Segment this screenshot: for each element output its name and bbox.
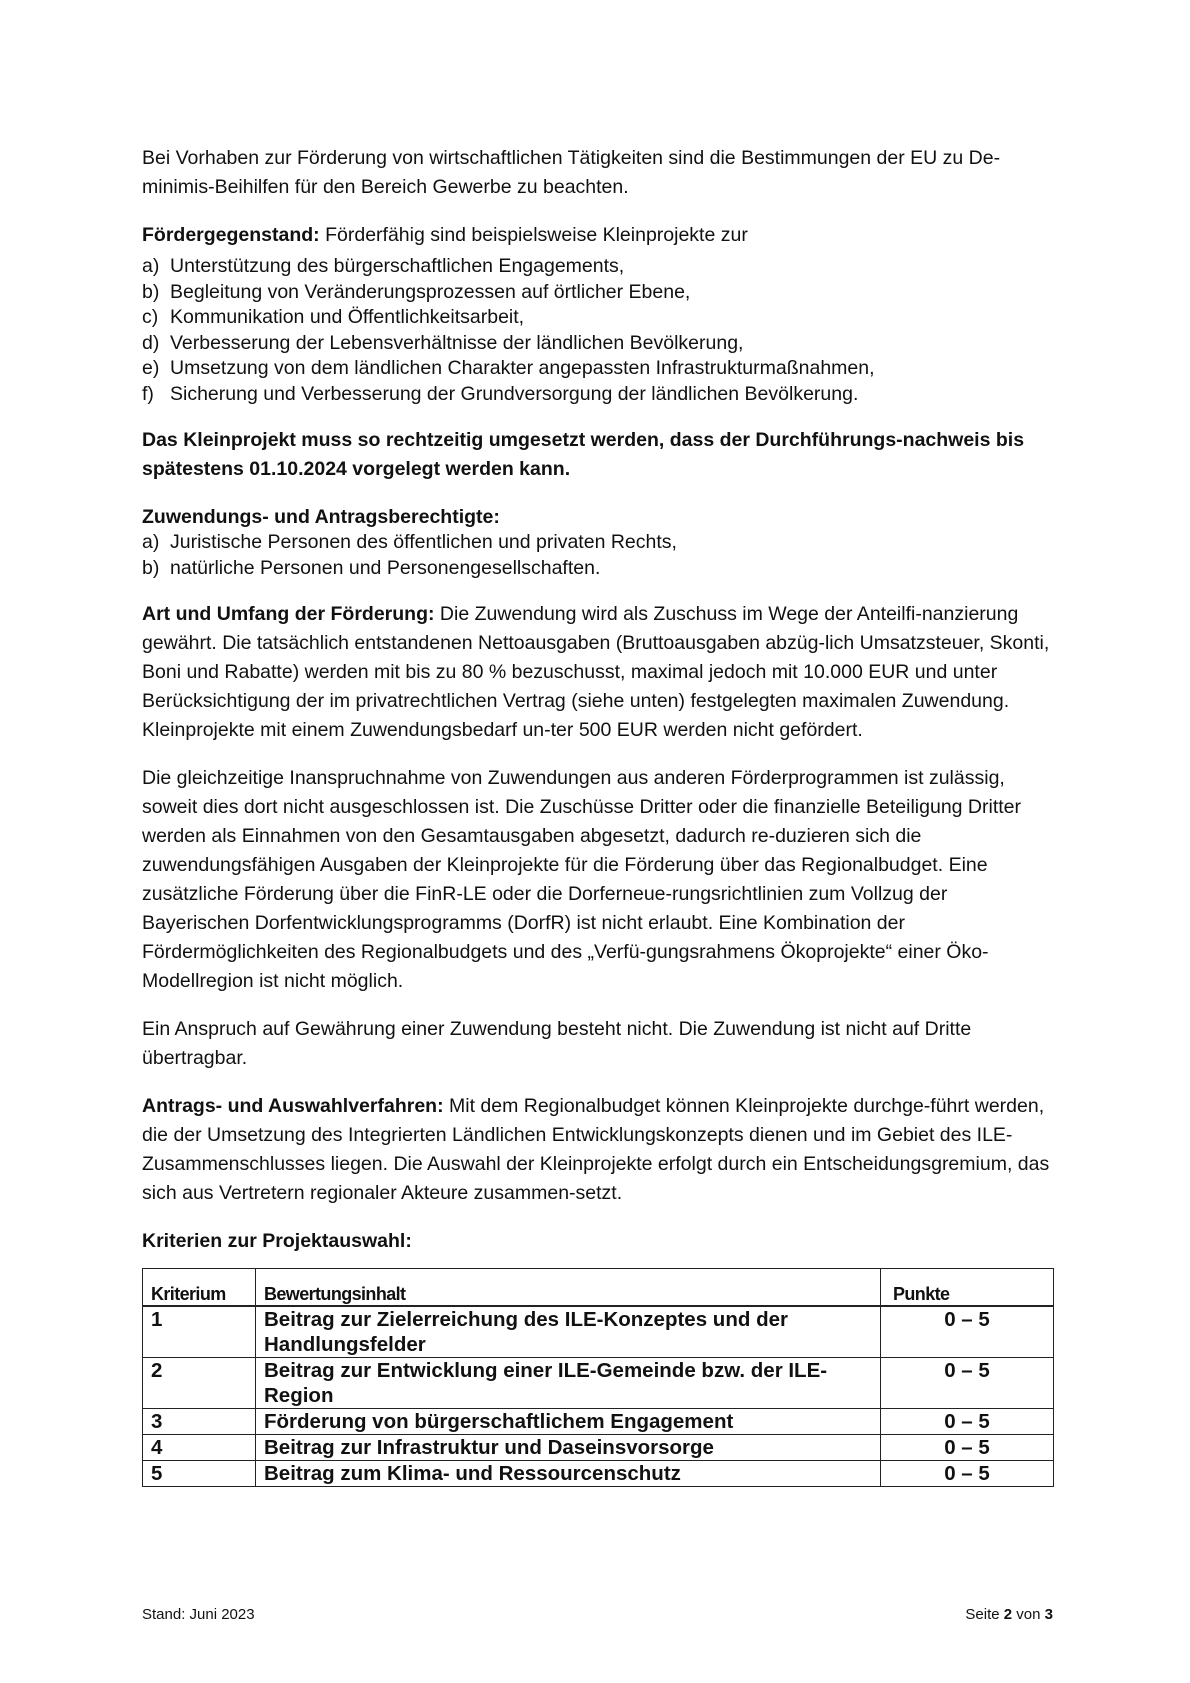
cell-inhalt: Beitrag zur Infrastruktur und Daseinsvorsorge: [256, 1435, 881, 1461]
list-item-text: Unterstützung des bürgerschaftlichen Engagements,: [170, 255, 625, 277]
table-row: [143, 1358, 1054, 1409]
cell-punkte: 0 – 5: [881, 1358, 1054, 1409]
berechtigte-list: [142, 530, 1052, 581]
foerdergegenstand-label: Fördergegenstand:: [142, 224, 320, 246]
gleichzeitig-paragraph: Die gleichzeitige Inanspruchnahme von Zuwendungen aus anderen Förderprogrammen ist zulässig, soweit dies dort nicht ausgeschlossen ist. Die Zuschüsse Dritter oder die finanzielle Beteiligung Dritter werden als Einnahmen von den Gesamtausgaben abgesetzt, dadurch re-duzieren sich die zuwendungsfähigen Ausgaben der Kleinprojekte für die Förderung über das Regionalbudget. Eine zusätzliche Förderung über die FinR-LE oder die Dorferneue-rungsrichtlinien zum Vollzug der Bayerischen Dorfentwicklungsprogramms (DorfR) ist nicht erlaubt. Eine Kombination der Fördermöglichkeiten des Regionalbudgets und des „Verfü-gungsrahmens Ökoprojekte“ einer Öko-Modellregion ist nicht möglich.: [142, 767, 1022, 992]
page-content: [142, 144, 1052, 1487]
list-item: [142, 382, 1052, 408]
art-umfang-label: Art und Umfang der Förderung:: [142, 603, 435, 625]
table-row: [143, 1306, 1054, 1358]
footer-seite-mid: von: [1012, 1606, 1045, 1623]
cell-nr: 5: [143, 1461, 256, 1487]
list-item-text: Juristische Personen des öffentlichen und privaten Rechts,: [170, 531, 677, 553]
foerdergegenstand-paragraph: [142, 221, 1052, 250]
list-item: [142, 305, 1052, 331]
cell-inhalt: Beitrag zur Entwicklung einer ILE-Gemeinde bzw. der ILE-Region: [256, 1358, 881, 1409]
cell-punkte: 0 – 5: [881, 1409, 1054, 1435]
list-item-text: Kommunikation und Öffentlichkeitsarbeit,: [170, 306, 525, 328]
cell-inhalt: Beitrag zum Klima- und Ressourcenschutz: [256, 1461, 881, 1487]
cell-nr: 4: [143, 1435, 256, 1461]
list-item-text: natürliche Personen und Personengesellschaften.: [170, 556, 601, 579]
list-marker: a): [142, 255, 160, 277]
footer-seite-total: 3: [1044, 1606, 1053, 1623]
intro-paragraph: Bei Vorhaben zur Förderung von wirtschaftlichen Tätigkeiten sind die Bestimmungen der EU zu De-minimis-Beihilfen für den Bereich Gewerbe zu beachten.: [142, 147, 1001, 198]
column-header-bewertungsinhalt: Bewertungsinhalt: [256, 1269, 881, 1307]
column-header-punkte: Punkte: [881, 1269, 1054, 1307]
table-row: [143, 1435, 1054, 1461]
deadline-notice: Das Kleinprojekt muss so rechtzeitig umgesetzt werden, dass der Durchführungs-nachweis bis spätestens 01.10.2024 vorgelegt werden kann.: [142, 429, 1025, 480]
list-item: [142, 530, 1052, 556]
list-marker: a): [142, 531, 160, 553]
verfahren-text: Mit dem Regionalbudget können Kleinprojekte durchge-führt werden, die der Umsetzung des Integrierten Ländlichen Entwicklungskonzepts dienen und im Gebiet des ILE-Zusammenschlusses liegen. Die Auswahl der Kleinprojekte erfolgt durch ein Entscheidungsgremium, das sich aus Vertretern regionaler Akteure zusammen-setzt.: [142, 1095, 1050, 1204]
cell-punkte: 0 – 5: [881, 1461, 1054, 1487]
list-marker: c): [142, 306, 159, 328]
list-marker: d): [142, 331, 160, 354]
column-header-kriterium: Kriterium: [143, 1269, 256, 1307]
list-marker: f): [142, 382, 154, 405]
cell-inhalt: Beitrag zur Zielerreichung des ILE-Konzeptes und der Handlungsfelder: [256, 1306, 881, 1358]
foerdergegenstand-text: Förderfähig sind beispielsweise Kleinprojekte zur: [319, 224, 748, 246]
anspruch-paragraph: Ein Anspruch auf Gewährung einer Zuwendung besteht nicht. Die Zuwendung ist nicht auf Dritte übertragbar.: [142, 1018, 972, 1069]
footer-stand: Stand: Juni 2023: [142, 1606, 255, 1623]
list-item-text: Sicherung und Verbesserung der Grundversorgung der ländlichen Bevölkerung.: [170, 382, 859, 405]
cell-nr: 3: [143, 1409, 256, 1435]
art-umfang-paragraph: [142, 600, 1052, 745]
cell-punkte: 0 – 5: [881, 1306, 1054, 1358]
list-item-text: Umsetzung von dem ländlichen Charakter angepassten Infrastrukturmaßnahmen,: [170, 357, 875, 379]
table-row: [143, 1461, 1054, 1487]
page-footer: [142, 1606, 1053, 1623]
table-header-row: [143, 1269, 1054, 1307]
table-row: [143, 1409, 1054, 1435]
footer-seite-prefix: Seite: [965, 1606, 1004, 1623]
list-item: [142, 254, 1052, 280]
list-item-text: Verbesserung der Lebensverhältnisse der ländlichen Bevölkerung,: [170, 331, 744, 354]
footer-page-number: [965, 1606, 1053, 1623]
cell-punkte: 0 – 5: [881, 1435, 1054, 1461]
foerdergegenstand-list: [142, 254, 1052, 407]
list-item: [142, 556, 1052, 582]
kriterien-heading: Kriterien zur Projektauswahl:: [142, 1230, 412, 1252]
list-marker: b): [142, 556, 160, 579]
kriterien-table: [142, 1268, 1054, 1487]
list-marker: e): [142, 357, 160, 379]
verfahren-paragraph: [142, 1092, 1052, 1208]
list-item: [142, 356, 1052, 382]
cell-inhalt: Förderung von bürgerschaftlichem Engagement: [256, 1409, 881, 1435]
art-umfang-text: Die Zuwendung wird als Zuschuss im Wege der Anteilfi-nanzierung gewährt. Die tatsächlich entstandenen Nettoausgaben (Bruttoausgaben abzüg-lich Umsatzsteuer, Skonti, Boni und Rabatte) werden mit bis zu 80 % bezuschusst, maximal jedoch mit 10.000 EUR und unter Berücksichtigung der im privatrechtlichen Vertrag (siehe unten) festgelegten maximalen Zuwendung. Kleinprojekte mit einem Zuwendungsbedarf un-ter 500 EUR werden nicht gefördert.: [142, 603, 1050, 741]
cell-nr: 1: [143, 1306, 256, 1358]
list-marker: b): [142, 280, 160, 303]
list-item: [142, 331, 1052, 357]
list-item-text: Begleitung von Veränderungsprozessen auf örtlicher Ebene,: [170, 280, 691, 303]
cell-nr: 2: [143, 1358, 256, 1409]
berechtigte-heading: Zuwendungs- und Antragsberechtigte:: [142, 506, 500, 528]
footer-seite-nr: 2: [1003, 1606, 1013, 1623]
list-item: [142, 280, 1052, 306]
verfahren-label: Antrags- und Auswahlverfahren:: [142, 1095, 444, 1117]
